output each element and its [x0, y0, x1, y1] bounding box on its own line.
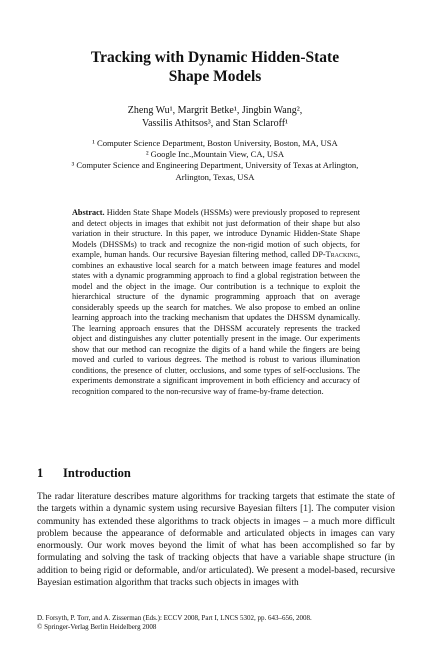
- section-number: 1: [37, 466, 44, 480]
- abstract: [72, 208, 360, 397]
- affiliation-3: ³ Computer Science and Engineering Department, University of Texas at Arlington,: [71, 160, 359, 171]
- section-heading: [37, 466, 131, 481]
- authors-line-1: Zheng Wu¹, Margrit Betke¹, Jingbin Wang²,: [127, 105, 303, 116]
- title-line-2: Shape Models: [168, 68, 262, 85]
- abstract-text-part-1: Hidden State Shape Models (HSSMs) were previously proposed to represent and detect objects in images that exhibit not just deformation of their shape but also variation in their structure. In this paper, we introduce Dynamic Hidden-State Shape Models (DHSSMs) to track and recognize the non-rigid motion of such objects, for example, human hands. Our recursive Bayesian filtering method, called DP-: [72, 208, 360, 259]
- affiliation-1: ¹ Computer Science Department, Boston University, Boston, MA, USA: [92, 138, 338, 148]
- footer-copyright: © Springer-Verlag Berlin Heidelberg 2008: [37, 623, 157, 631]
- authors-line-2: Vassilis Athitsos³, and Stan Sclaroff¹: [141, 118, 289, 129]
- abstract-text-part-2: , combines an exhaustive local search for a match between image features and model states with a dynamic programming approach to find a global registration between the model and the object in the image. Our contribution is a technique to exploit the hierarchical structure of the dynamic programming approach that on average considerably speeds up the search for matches. We also propose to embed an online learning approach into the tracking mechanism that updates the DHSSM dynamically. The learning approach ensures that the DHSSM accurately represents the tracked object and distinguishes any clutter potentially present in the image. Our experiments show that our method can recognize the digits of a hand while the fingers are being moved and curled to various degrees. The method is robust to various illumination conditions, the presence of clutter, occlusions, and some types of self-occlusions. The experiments demonstrate a significant improvement in both efficiency and accuracy of recognition compared to the non-recursive way of frame-by-frame detection.: [72, 250, 360, 396]
- section-title: Introduction: [63, 466, 131, 480]
- title-line-1: Tracking with Dynamic Hidden-State: [90, 49, 340, 66]
- affiliations: [20, 138, 410, 183]
- affiliation-2: ² Google Inc.,Mountain View, CA, USA: [145, 149, 285, 160]
- intro-paragraph: The radar literature describes mature algorithms for tracking targets that estimate the state of the targets within a dynamic system using recursive Bayesian filters [1]. The computer vision community has extended these algorithms to track objects in images – a much more difficult problem because the appearance of deformable and articulated objects in images can vary enormously. Our work moves beyond the limit of what has been accomplished so far by formulating and solving the task of tracking objects that have a variable shape structure (in addition to being rigid or deformable, and/or articulated). We present a model-based, recursive Bayesian estimation algorithm that tracks such objects in images with: [37, 492, 395, 589]
- footer-citation: D. Forsyth, P. Torr, and A. Zisserman (Eds.): ECCV 2008, Part I, LNCS 5302, pp. 643–656, 2008.: [37, 614, 312, 622]
- affiliation-3-continued: Arlington, Texas, USA: [175, 171, 255, 182]
- abstract-label: Abstract.: [72, 208, 105, 217]
- page-footer: [37, 614, 312, 632]
- author-list: [0, 104, 430, 130]
- paper-title: [0, 48, 430, 86]
- abstract-method-name: Tracking: [325, 250, 358, 259]
